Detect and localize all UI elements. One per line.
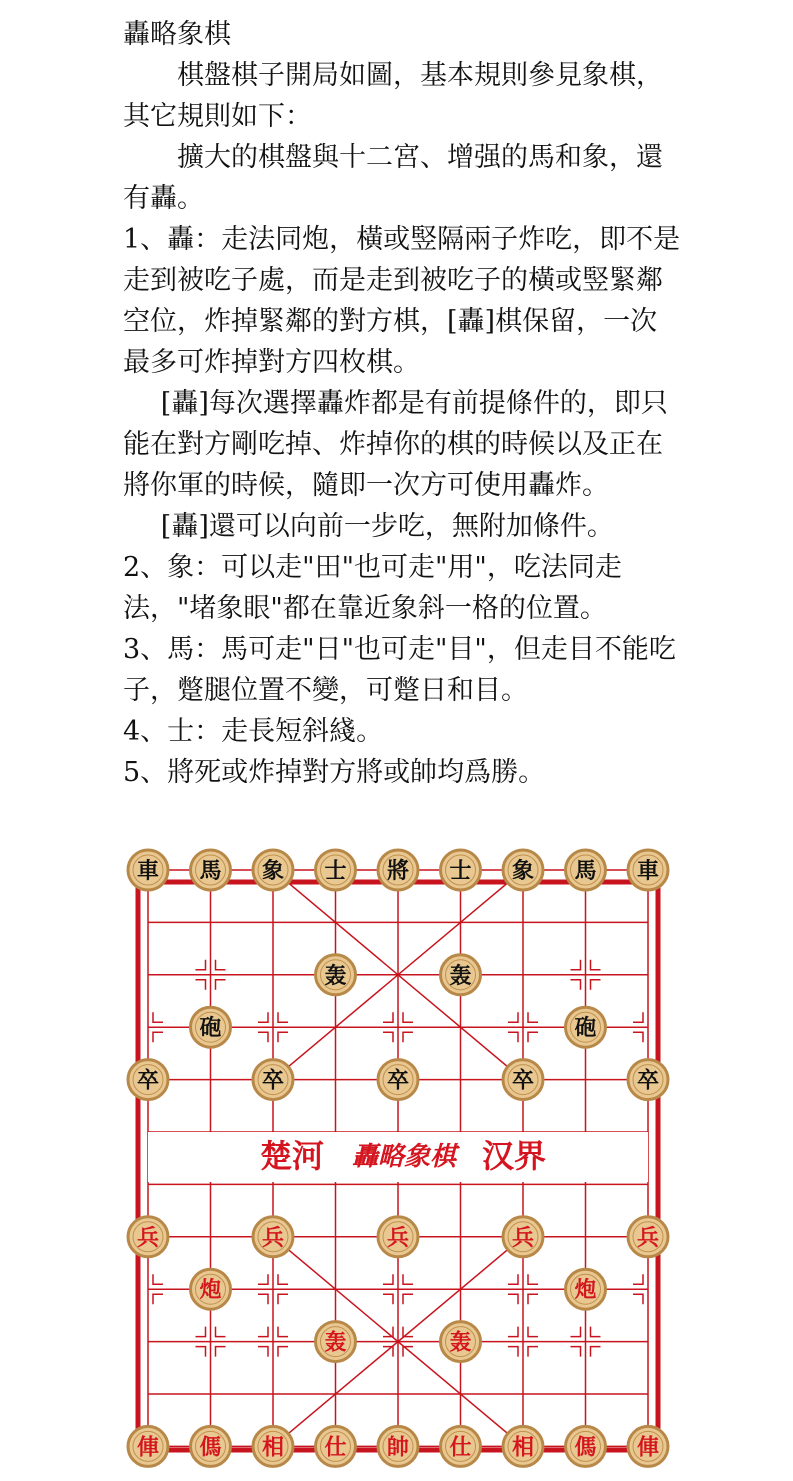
- piece-red: [566, 1426, 606, 1466]
- position-mark: [383, 1012, 393, 1022]
- piece-label: 轰: [324, 1329, 347, 1356]
- piece-black: [253, 850, 293, 890]
- piece-label: 卒: [386, 1067, 410, 1094]
- position-mark: [383, 1347, 393, 1357]
- piece-label: 炮: [574, 1277, 597, 1304]
- piece-red: [628, 1426, 668, 1466]
- document-title: 轟略象棋: [123, 19, 231, 50]
- features-paragraph: 擴大的棋盤與十二宮、增强的馬和象，還有轟。: [123, 142, 663, 214]
- position-mark: [403, 1012, 413, 1022]
- piece-black: [316, 955, 356, 995]
- position-mark: [278, 1032, 288, 1042]
- position-mark: [508, 1347, 518, 1357]
- position-mark: [216, 960, 226, 970]
- piece-label: 俥: [636, 1434, 660, 1461]
- piece-label: 馬: [574, 858, 597, 884]
- piece-label: 仕: [449, 1434, 472, 1461]
- position-mark: [403, 1294, 413, 1304]
- piece-label: 將: [386, 858, 410, 884]
- position-mark: [528, 1327, 538, 1337]
- piece-label: 象: [511, 858, 535, 884]
- position-mark: [153, 1294, 163, 1304]
- piece-label: 士: [449, 858, 472, 884]
- position-mark: [278, 1347, 288, 1357]
- river-left-label: 楚河: [259, 1137, 325, 1175]
- piece-red: [503, 1217, 543, 1257]
- piece-label: 轰: [324, 962, 347, 989]
- piece-red: [566, 1269, 606, 1309]
- piece-label: 卒: [636, 1067, 660, 1094]
- piece-red: [316, 1426, 356, 1466]
- piece-black: [378, 850, 418, 890]
- position-mark: [216, 1327, 226, 1337]
- piece-black: [316, 850, 356, 890]
- position-mark: [528, 1012, 538, 1022]
- piece-black: [441, 850, 481, 890]
- position-mark: [633, 1012, 643, 1022]
- position-mark: [633, 1294, 643, 1304]
- position-mark: [278, 1012, 288, 1022]
- position-mark: [278, 1327, 288, 1337]
- position-mark: [153, 1012, 163, 1022]
- piece-black: [128, 1060, 168, 1100]
- position-mark: [403, 1274, 413, 1284]
- piece-black: [503, 1060, 543, 1100]
- position-mark: [403, 1032, 413, 1042]
- position-mark: [403, 1327, 413, 1337]
- piece-label: 士: [324, 858, 347, 884]
- position-mark: [528, 1032, 538, 1042]
- piece-red: [441, 1426, 481, 1466]
- piece-black: [566, 1007, 606, 1047]
- position-mark: [571, 960, 581, 970]
- rule-3-paragraph: 3、馬：馬可走"日"也可走"目"，但走目不能吃子，蹩腿位置不變，可蹩日和目。: [123, 634, 676, 706]
- position-mark: [403, 1347, 413, 1357]
- position-mark: [383, 1274, 393, 1284]
- piece-black: [378, 1060, 418, 1100]
- piece-label: 兵: [136, 1224, 160, 1251]
- position-mark: [528, 1347, 538, 1357]
- position-mark: [153, 1032, 163, 1042]
- piece-red: [128, 1426, 168, 1466]
- piece-black: [441, 955, 481, 995]
- position-mark: [508, 1294, 518, 1304]
- position-mark: [216, 980, 226, 990]
- position-mark: [216, 1347, 226, 1357]
- piece-label: 傌: [199, 1434, 222, 1461]
- piece-label: 仕: [324, 1434, 347, 1461]
- piece-label: 卒: [261, 1067, 285, 1094]
- piece-label: 卒: [511, 1067, 535, 1094]
- piece-black: [628, 1060, 668, 1100]
- position-mark: [591, 1327, 601, 1337]
- piece-label: 轰: [449, 1329, 472, 1356]
- position-mark: [591, 980, 601, 990]
- position-mark: [508, 1012, 518, 1022]
- piece-label: 炮: [199, 1277, 222, 1304]
- piece-black: [191, 850, 231, 890]
- piece-black: [128, 850, 168, 890]
- position-mark: [508, 1274, 518, 1284]
- piece-red: [503, 1426, 543, 1466]
- position-mark: [258, 1012, 268, 1022]
- piece-red: [628, 1217, 668, 1257]
- rule-1-forward-paragraph: [轟]還可以向前一步吃，無附加條件。: [160, 511, 614, 542]
- rule-1-paragraph: 1、轟：走法同炮，橫或竪隔兩子炸吃，即不是走到被吃子處，而是走到被吃子的橫或竪緊鄰空位，炸掉緊鄰的對方棋，[轟]棋保留，一次最多可炸掉對方四枚棋。: [123, 224, 681, 378]
- position-mark: [278, 1294, 288, 1304]
- position-mark: [571, 980, 581, 990]
- position-mark: [258, 1274, 268, 1284]
- piece-label: 相: [261, 1434, 285, 1461]
- piece-label: 帥: [386, 1434, 410, 1461]
- position-mark: [591, 960, 601, 970]
- position-mark: [196, 980, 206, 990]
- position-mark: [196, 1327, 206, 1337]
- piece-label: 象: [261, 858, 285, 884]
- piece-red: [378, 1217, 418, 1257]
- position-mark: [528, 1294, 538, 1304]
- position-mark: [196, 1347, 206, 1357]
- position-mark: [633, 1032, 643, 1042]
- piece-label: 相: [511, 1434, 535, 1461]
- position-mark: [383, 1294, 393, 1304]
- position-mark: [633, 1274, 643, 1284]
- position-mark: [278, 1274, 288, 1284]
- piece-black: [191, 1007, 231, 1047]
- position-mark: [258, 1327, 268, 1337]
- piece-label: 卒: [136, 1067, 160, 1094]
- piece-label: 兵: [386, 1224, 410, 1251]
- piece-label: 傌: [574, 1434, 597, 1461]
- piece-label: 兵: [636, 1224, 660, 1251]
- position-mark: [571, 1327, 581, 1337]
- piece-black: [566, 850, 606, 890]
- piece-label: 砲: [574, 1015, 597, 1042]
- position-mark: [383, 1032, 393, 1042]
- piece-label: 俥: [136, 1434, 160, 1461]
- piece-red: [191, 1426, 231, 1466]
- position-mark: [528, 1274, 538, 1284]
- position-mark: [258, 1294, 268, 1304]
- piece-label: 兵: [511, 1224, 535, 1251]
- piece-label: 砲: [199, 1015, 222, 1042]
- position-mark: [571, 1347, 581, 1357]
- piece-label: 馬: [199, 858, 222, 884]
- position-mark: [258, 1032, 268, 1042]
- rule-2-paragraph: 2、象：可以走"田"也可走"用"，吃法同走法，"堵象眼"都在靠近象斜一格的位置。: [123, 552, 622, 624]
- piece-red: [316, 1322, 356, 1362]
- piece-label: 兵: [261, 1224, 285, 1251]
- piece-red: [253, 1426, 293, 1466]
- piece-red: [441, 1322, 481, 1362]
- piece-label: 車: [636, 858, 660, 884]
- piece-label: 轰: [449, 962, 472, 989]
- piece-label: 車: [136, 858, 160, 884]
- position-mark: [591, 1347, 601, 1357]
- river-right-label: 汉界: [481, 1137, 547, 1175]
- position-mark: [508, 1327, 518, 1337]
- piece-black: [253, 1060, 293, 1100]
- position-mark: [258, 1347, 268, 1357]
- rule-5-paragraph: 5、將死或炸掉對方將或帥均爲勝。: [123, 757, 546, 788]
- position-mark: [196, 960, 206, 970]
- piece-red: [253, 1217, 293, 1257]
- piece-black: [503, 850, 543, 890]
- piece-red: [128, 1217, 168, 1257]
- position-mark: [383, 1327, 393, 1337]
- rule-1-condition-paragraph: [轟]每次選擇轟炸都是有前提條件的，即只能在對方剛吃掉、炸掉你的棋的時候以及正在將你軍的時候，隨即一次方可使用轟炸。: [123, 388, 668, 501]
- position-mark: [508, 1032, 518, 1042]
- piece-black: [628, 850, 668, 890]
- river-center-label: 轟略象棋: [351, 1142, 457, 1172]
- position-mark: [153, 1274, 163, 1284]
- piece-red: [191, 1269, 231, 1309]
- piece-red: [378, 1426, 418, 1466]
- rule-4-paragraph: 4、士：走長短斜綫。: [123, 716, 384, 747]
- intro-paragraph: 棋盤棋子開局如圖，基本規則參見象棋，其它規則如下：: [123, 60, 663, 132]
